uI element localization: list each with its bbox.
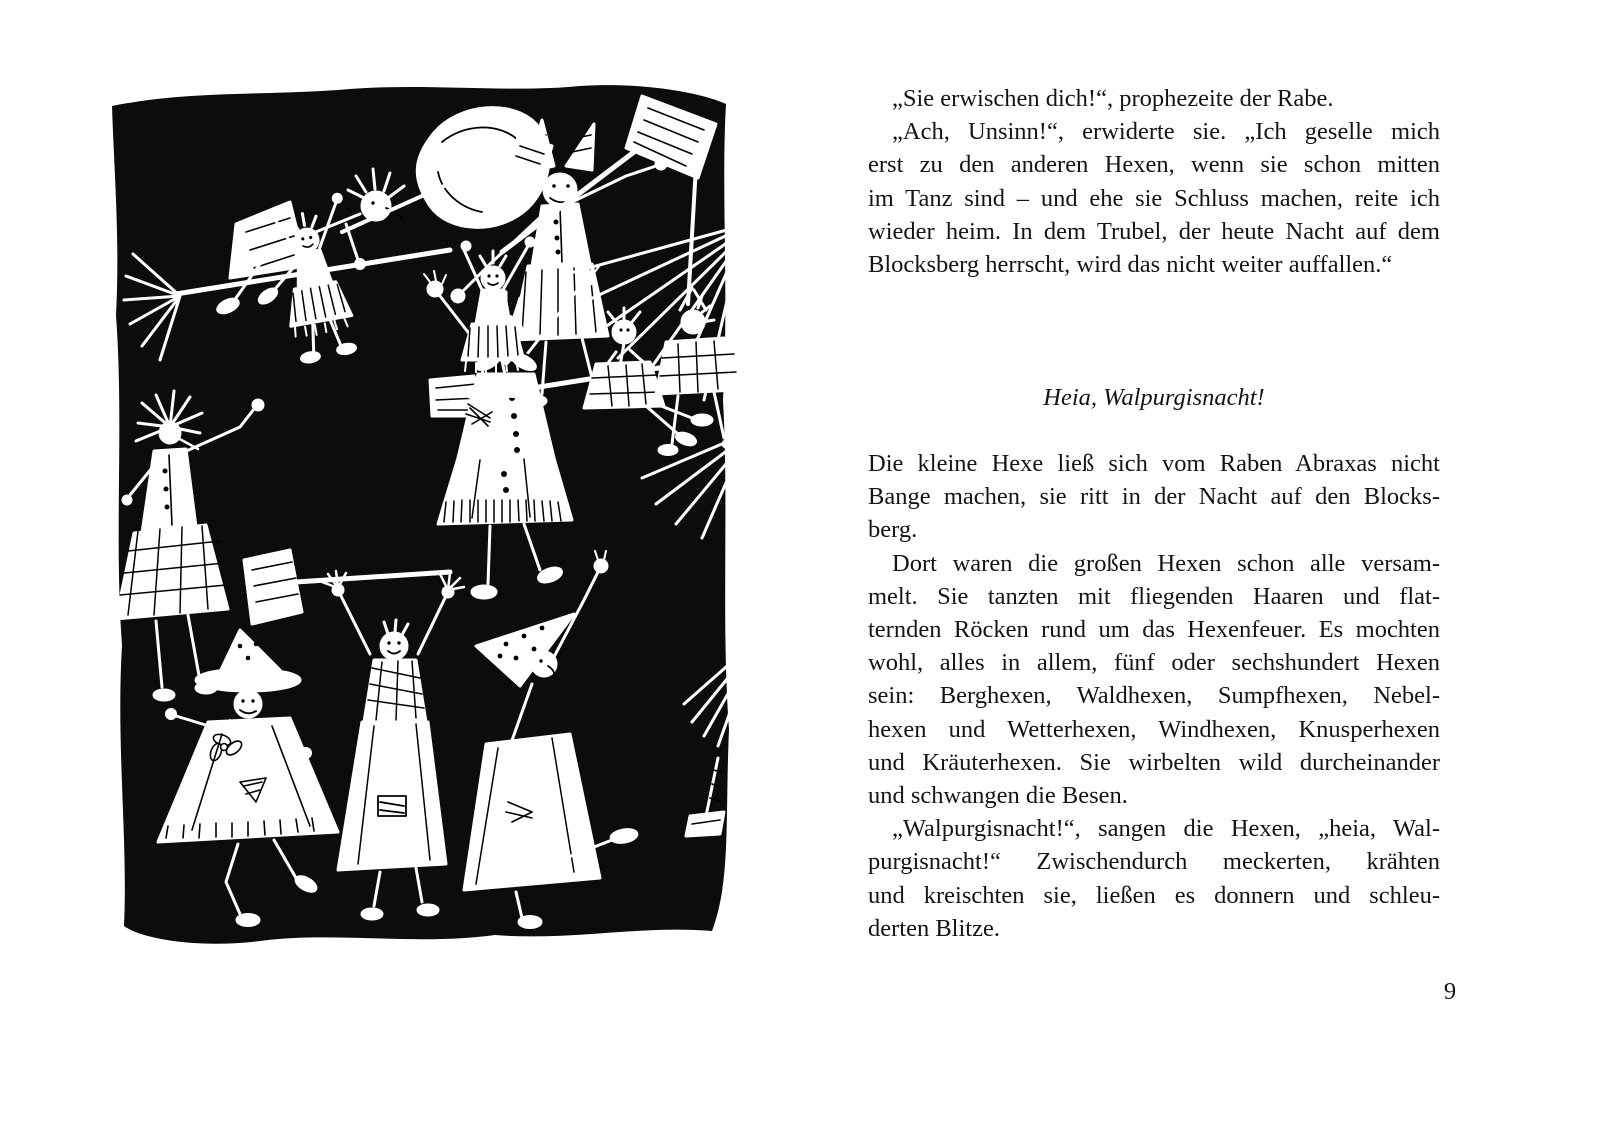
text-line: wohl, alles in allem, fünf oder sechshundert Hexen [868,649,1440,677]
text-column [868,82,1440,945]
text-line: Dort waren die großen Hexen schon alle versam- [892,549,1440,577]
text-line: und kreischten sie, ließen es donnern und schleu- [868,881,1440,909]
text-line: Die kleine Hexe ließ sich vom Raben Abraxas nicht [868,450,1440,478]
text-line: hexen und Wetterhexen, Windhexen, Knusperhexen [868,715,1440,743]
witches-dance-illustration [100,80,738,954]
text-line: im Tanz sind – und ehe sie Schluss machen, reite ich [868,184,1440,212]
text-line: und schwangen die Besen. [868,781,1128,809]
left-page [100,80,738,954]
text-line: ternden Röcken rund um das Hexenfeuer. Es mochten [868,616,1440,644]
text-line: Bange machen, sie ritt in der Nacht auf den Blocks- [868,483,1440,511]
text-line: melt. Sie tanzten mit fliegenden Haaren und flat- [868,582,1440,610]
text-line: „Sie erwischen dich!“, prophezeite der Rabe. [892,85,1334,112]
text-line: derten Blitze. [868,914,1000,942]
blank-space [868,281,1440,381]
text-line: erst zu den anderen Hexen, wenn sie schon mitten [868,151,1440,179]
text-line: wieder heim. In dem Trubel, der heute Nacht auf dem [868,217,1440,245]
text-line: purgisnacht!“ Zwischendurch meckerten, krähten [868,848,1440,876]
blank-space [868,414,1440,447]
text-line: „Ach, Unsinn!“, erwiderte sie. „Ich geselle mich [892,118,1440,146]
text-line: Blocksberg herrscht, wird das nicht weiter auffallen.“ [868,250,1393,278]
text-line: berg. [868,516,918,544]
text-line: „Walpurgisnacht!“, sangen die Hexen, „heia, Wal- [892,815,1440,843]
text-line: und Kräuterhexen. Sie wirbelten wild durcheinander [868,748,1440,776]
page-number: 9 [1443,978,1457,1005]
chapter-heading: Heia, Walpurgisnacht! [1043,383,1265,411]
text-line: sein: Berghexen, Waldhexen, Sumpfhexen, Nebel- [868,682,1440,710]
